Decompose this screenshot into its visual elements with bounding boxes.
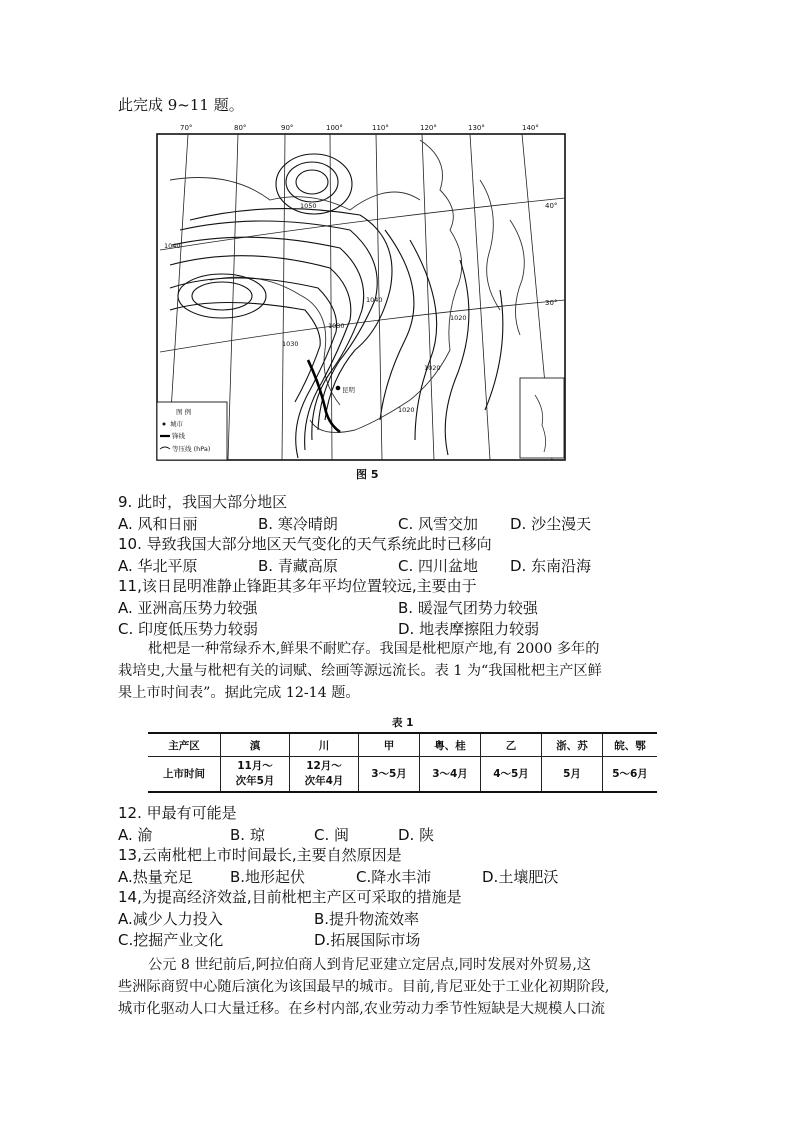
question-stem: 9. 此时，我国大部分地区 [118,493,288,511]
table-cell: 5～6月 [603,757,658,793]
isobar-label: 1020 [450,314,467,322]
figure-caption: 图 5 [356,468,379,481]
lon-label: 140° [522,124,539,132]
table-cell: 5月 [542,757,603,793]
row-label: 上市时间 [163,767,205,780]
lat-label: 40° [545,202,558,210]
table-title: 表 1 [392,717,414,729]
passage-line: 果上市时间表”。据此完成 12-14 题。 [118,685,360,701]
question-stem: 14,为提高经济效益,目前枇杷主产区可采取的措施是 [118,888,462,906]
city-dot [336,386,341,391]
question-stem: 10. 导致我国大部分地区天气变化的天气系统此时已移向 [118,535,492,553]
option-d: D. 东南沿海 [510,557,592,575]
option-d: D. 地表摩擦阻力较弱 [398,620,540,638]
header-cell: 川 [290,733,359,757]
option-a: A. 渝 [118,826,153,844]
passage-line: 公元 8 世纪前后,阿拉伯商人到肯尼亚建立定居点,同时发展对外贸易,这 [148,957,592,973]
lon-label: 80° [234,124,247,132]
table-cell: 4～5月 [481,757,542,793]
question-stem: 12. 甲最有可能是 [118,804,237,822]
isobar-map [150,120,572,466]
table-cell: 11月～ 次年5月 [221,757,290,793]
option-d: D.拓展国际市场 [314,931,421,949]
passage-line: 城市化驱动人口大量迁移。在乡村内部,农业劳动力季节性短缺是大规模人口流 [118,1001,605,1017]
option-a: A.热量充足 [118,868,193,886]
lon-label: 70° [180,124,193,132]
lon-label: 100° [326,124,343,132]
isobar-label: 1020 [424,364,441,372]
passage-line: 栽培史,大量与枇杷有关的词赋、绘画等源远流长。表 1 为“我国枇杷主产区鲜 [118,663,602,679]
question-stem: 11,该日昆明准静止锋距其多年平均位置较远,主要由于 [118,577,477,595]
table-header-row [148,733,657,757]
option-c: C. 闽 [314,826,350,844]
option-d: D.土壤肥沃 [482,868,559,886]
header-cell: 主产区 [148,733,221,757]
header-cell: 甲 [359,733,420,757]
isobar-label: 1040 [164,242,181,250]
passage-loquat [118,638,688,704]
isobar-label: 1020 [398,406,415,414]
lon-label: 130° [468,124,485,132]
option-d: D. 沙尘漫天 [510,515,592,533]
legend-isobar: 等压线 (hPa) [172,445,211,453]
legend-title: 图 例 [176,408,192,416]
city-label: 昆明 [342,386,355,394]
isobar-label: 1040 [366,296,383,304]
table-cell: 3～5月 [359,757,420,793]
question-stem: 13,云南枇杷上市时间最长,主要自然原因是 [118,846,402,864]
option-b: B. 寒冷晴朗 [258,515,338,533]
option-b: B. 琼 [230,826,265,844]
option-a: A. 亚洲高压势力较强 [118,599,258,617]
option-c: C. 印度低压势力较弱 [118,620,259,638]
passage-line: 枇杷是一种常绿乔木,鲜果不耐贮存。我国是枇杷原产地,有 2000 多年的 [148,641,600,657]
table-cell: 3～4月 [420,757,481,793]
option-c: C. 风雪交加 [398,515,479,533]
option-b: B. 暖湿气团势力较强 [398,599,538,617]
option-b: B.地形起伏 [230,868,306,886]
option-a: A. 华北平原 [118,557,198,575]
passage-kenya [118,954,688,1020]
option-a: A. 风和日丽 [118,515,198,533]
lon-label: 90° [281,124,294,132]
legend-city: 城市 [170,420,183,428]
option-a: A.减少人力投入 [118,910,223,928]
lon-label: 110° [372,124,389,132]
header-cell: 粤、桂 [420,733,481,757]
header-cell: 浙、苏 [542,733,603,757]
isobar-label: 1030 [328,322,345,330]
market-time-table [148,732,657,793]
lon-label: 120° [420,124,437,132]
isobar-label: 1030 [282,340,299,348]
header-cell: 乙 [481,733,542,757]
table-row [148,757,657,793]
header-cell: 滇 [221,733,290,757]
option-c: C.挖掘产业文化 [118,931,224,949]
legend-front: 锋线 [172,432,185,440]
table-cell: 12月～ 次年4月 [290,757,359,793]
option-c: C. 四川盆地 [398,557,479,575]
option-d: D. 陕 [398,826,435,844]
lat-label: 30° [545,299,558,307]
passage-line: 些洲际商贸中心随后演化为该国最早的城市。目前,肯尼亚处于工业化初期阶段, [118,979,610,995]
isobar-label: 1050 [300,202,317,210]
option-b: B. 青藏高原 [258,557,338,575]
header-cell: 皖、鄂 [603,733,658,757]
intro-line: 此完成 9~11 题。 [118,96,244,114]
option-b: B.提升物流效率 [314,910,420,928]
option-c: C.降水丰沛 [356,868,432,886]
